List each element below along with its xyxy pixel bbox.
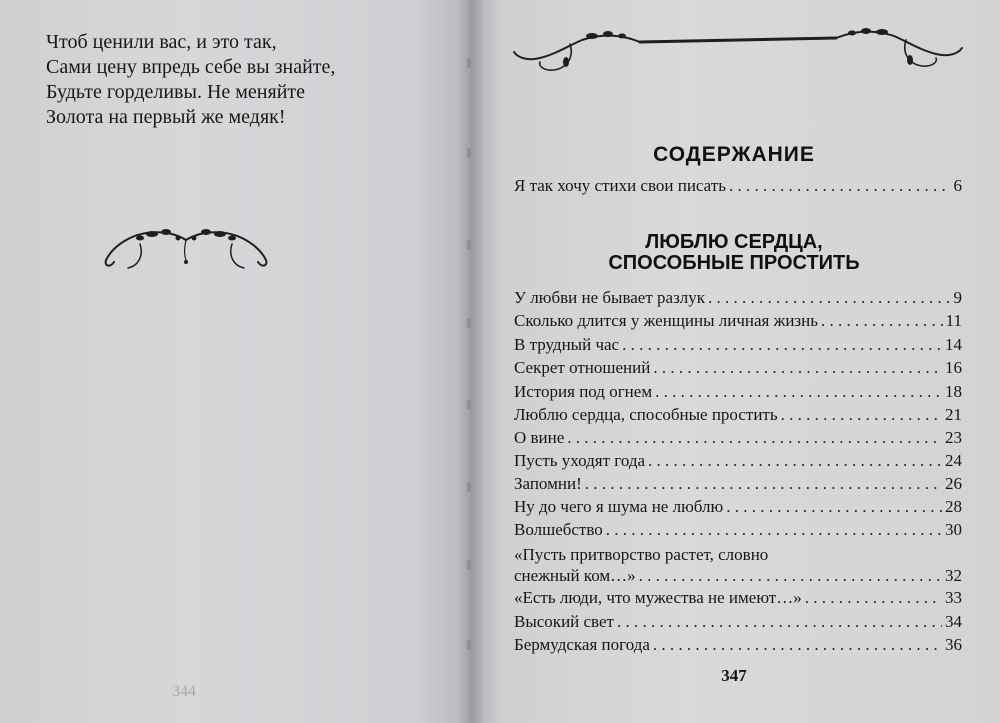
toc-entry: [514, 428, 962, 447]
toc-entry-page: 26: [945, 474, 962, 493]
toc-entry-page: 14: [945, 335, 962, 354]
binding-stitch: [467, 640, 471, 650]
toc-entry: [514, 612, 962, 631]
toc-leader-dots: [781, 405, 942, 424]
binding-stitch: [467, 240, 471, 250]
book-gutter: [458, 0, 484, 723]
binding-stitch: [467, 560, 471, 570]
section-heading-line: СПОСОБНЫЕ ПРОСТИТЬ: [608, 252, 860, 274]
toc-entry-page: 24: [945, 451, 962, 470]
toc-entry-title: Секрет отношений: [514, 358, 651, 377]
toc-entry-title: Сколько длится у женщины личная жизнь: [514, 311, 818, 330]
toc-entry-title-continued: снежный ком…»: [514, 566, 636, 585]
toc-entry-title: Высокий свет: [514, 612, 614, 631]
toc-entry-page: 11: [945, 311, 962, 330]
toc-entry-title: Запомни!: [514, 474, 582, 493]
toc-entry: [514, 520, 962, 539]
toc-entry-title: Волшебство: [514, 520, 603, 539]
toc-entry-page: 9: [953, 288, 962, 307]
toc-entry: [514, 588, 962, 607]
toc-leader-dots: [639, 566, 942, 585]
poem: [46, 30, 335, 130]
section-heading-line: ЛЮБЛЮ СЕРДЦА,: [645, 231, 823, 253]
toc-entry-page: 36: [945, 635, 962, 654]
toc-leader-dots: [708, 288, 950, 307]
toc-leader-dots: [729, 176, 951, 195]
toc-entry-title: Пусть уходят года: [514, 451, 646, 470]
toc-leader-dots: [585, 474, 942, 493]
contents-heading: СОДЕРЖАНИЕ: [653, 143, 815, 166]
page-number: 347: [721, 666, 747, 685]
toc-entry: [514, 451, 962, 470]
toc-leader-dots: [622, 335, 942, 354]
toc-entry: [514, 288, 962, 307]
binding-stitch: [467, 58, 471, 68]
toc-leader-dots: [726, 497, 942, 516]
toc-leader-dots: [567, 428, 942, 447]
toc-leader-dots: [617, 612, 942, 631]
toc-entry: [514, 176, 962, 195]
toc-entry: [514, 311, 962, 330]
toc-leader-dots: [805, 588, 942, 607]
poem-line: Сами цену впредь себе вы знайте,: [46, 56, 336, 78]
toc-entry-page: 21: [945, 405, 962, 424]
poem-line: Будьте горделивы. Не меняйте: [46, 81, 306, 103]
toc-entry-page: 28: [945, 497, 962, 516]
toc-entry-page: 18: [945, 382, 962, 401]
toc-entry-page: 33: [945, 588, 962, 607]
toc-entry-page: 32: [945, 566, 962, 585]
binding-stitch: [467, 148, 471, 158]
toc-leader-dots: [606, 520, 942, 539]
binding-stitch: [467, 318, 471, 328]
toc-entry: [514, 474, 962, 493]
toc-entry: [514, 545, 962, 585]
toc-entry-page: 30: [945, 520, 962, 539]
toc-entry: [514, 382, 962, 401]
toc-entry: [514, 405, 962, 424]
toc-entry-title: В трудный час: [514, 335, 620, 354]
toc-entry-title: Я так хочу стихи свои писать: [514, 176, 726, 195]
header-flourish-icon: [510, 16, 966, 80]
section-heading: [500, 232, 968, 274]
toc-entry-page: 6: [953, 176, 962, 195]
toc-entry-title: Бермудская погода: [514, 635, 650, 654]
toc-entry-title: «Пусть притворство растет, словно: [514, 545, 769, 564]
poem-line: Золота на первый же медяк!: [46, 106, 286, 128]
toc-leader-dots: [821, 311, 943, 330]
toc-entry-page: 16: [945, 358, 962, 377]
poem-line: Чтоб ценили вас, и это так,: [46, 31, 277, 53]
toc-entry-title: О вине: [514, 428, 565, 447]
toc-entry: [514, 497, 962, 516]
toc-entry-page: 34: [945, 612, 962, 631]
binding-stitch: [467, 482, 471, 492]
toc-entry: [514, 635, 962, 654]
toc-leader-dots: [655, 382, 942, 401]
page-number: 344: [172, 683, 196, 700]
show-through-text: [330, 36, 460, 676]
toc-leader-dots: [653, 358, 942, 377]
toc-entry-title: Ну до чего я шума не люблю: [514, 497, 724, 516]
toc-leader-dots: [653, 635, 942, 654]
toc-leader-dots: [648, 451, 942, 470]
toc-entry-page: 23: [945, 428, 962, 447]
toc-entry-title: Люблю сердца, способные простить: [514, 405, 778, 424]
toc-entry-title: История под огнем: [514, 382, 653, 401]
binding-stitch: [467, 400, 471, 410]
toc-entry-title: «Есть люди, что мужества не имеют…»: [514, 588, 802, 607]
floral-ornament-icon: [100, 222, 272, 274]
left-page: [0, 0, 470, 723]
toc-entry: [514, 335, 962, 354]
toc-entry-title: У любви не бывает разлук: [514, 288, 706, 307]
toc-entry: [514, 358, 962, 377]
